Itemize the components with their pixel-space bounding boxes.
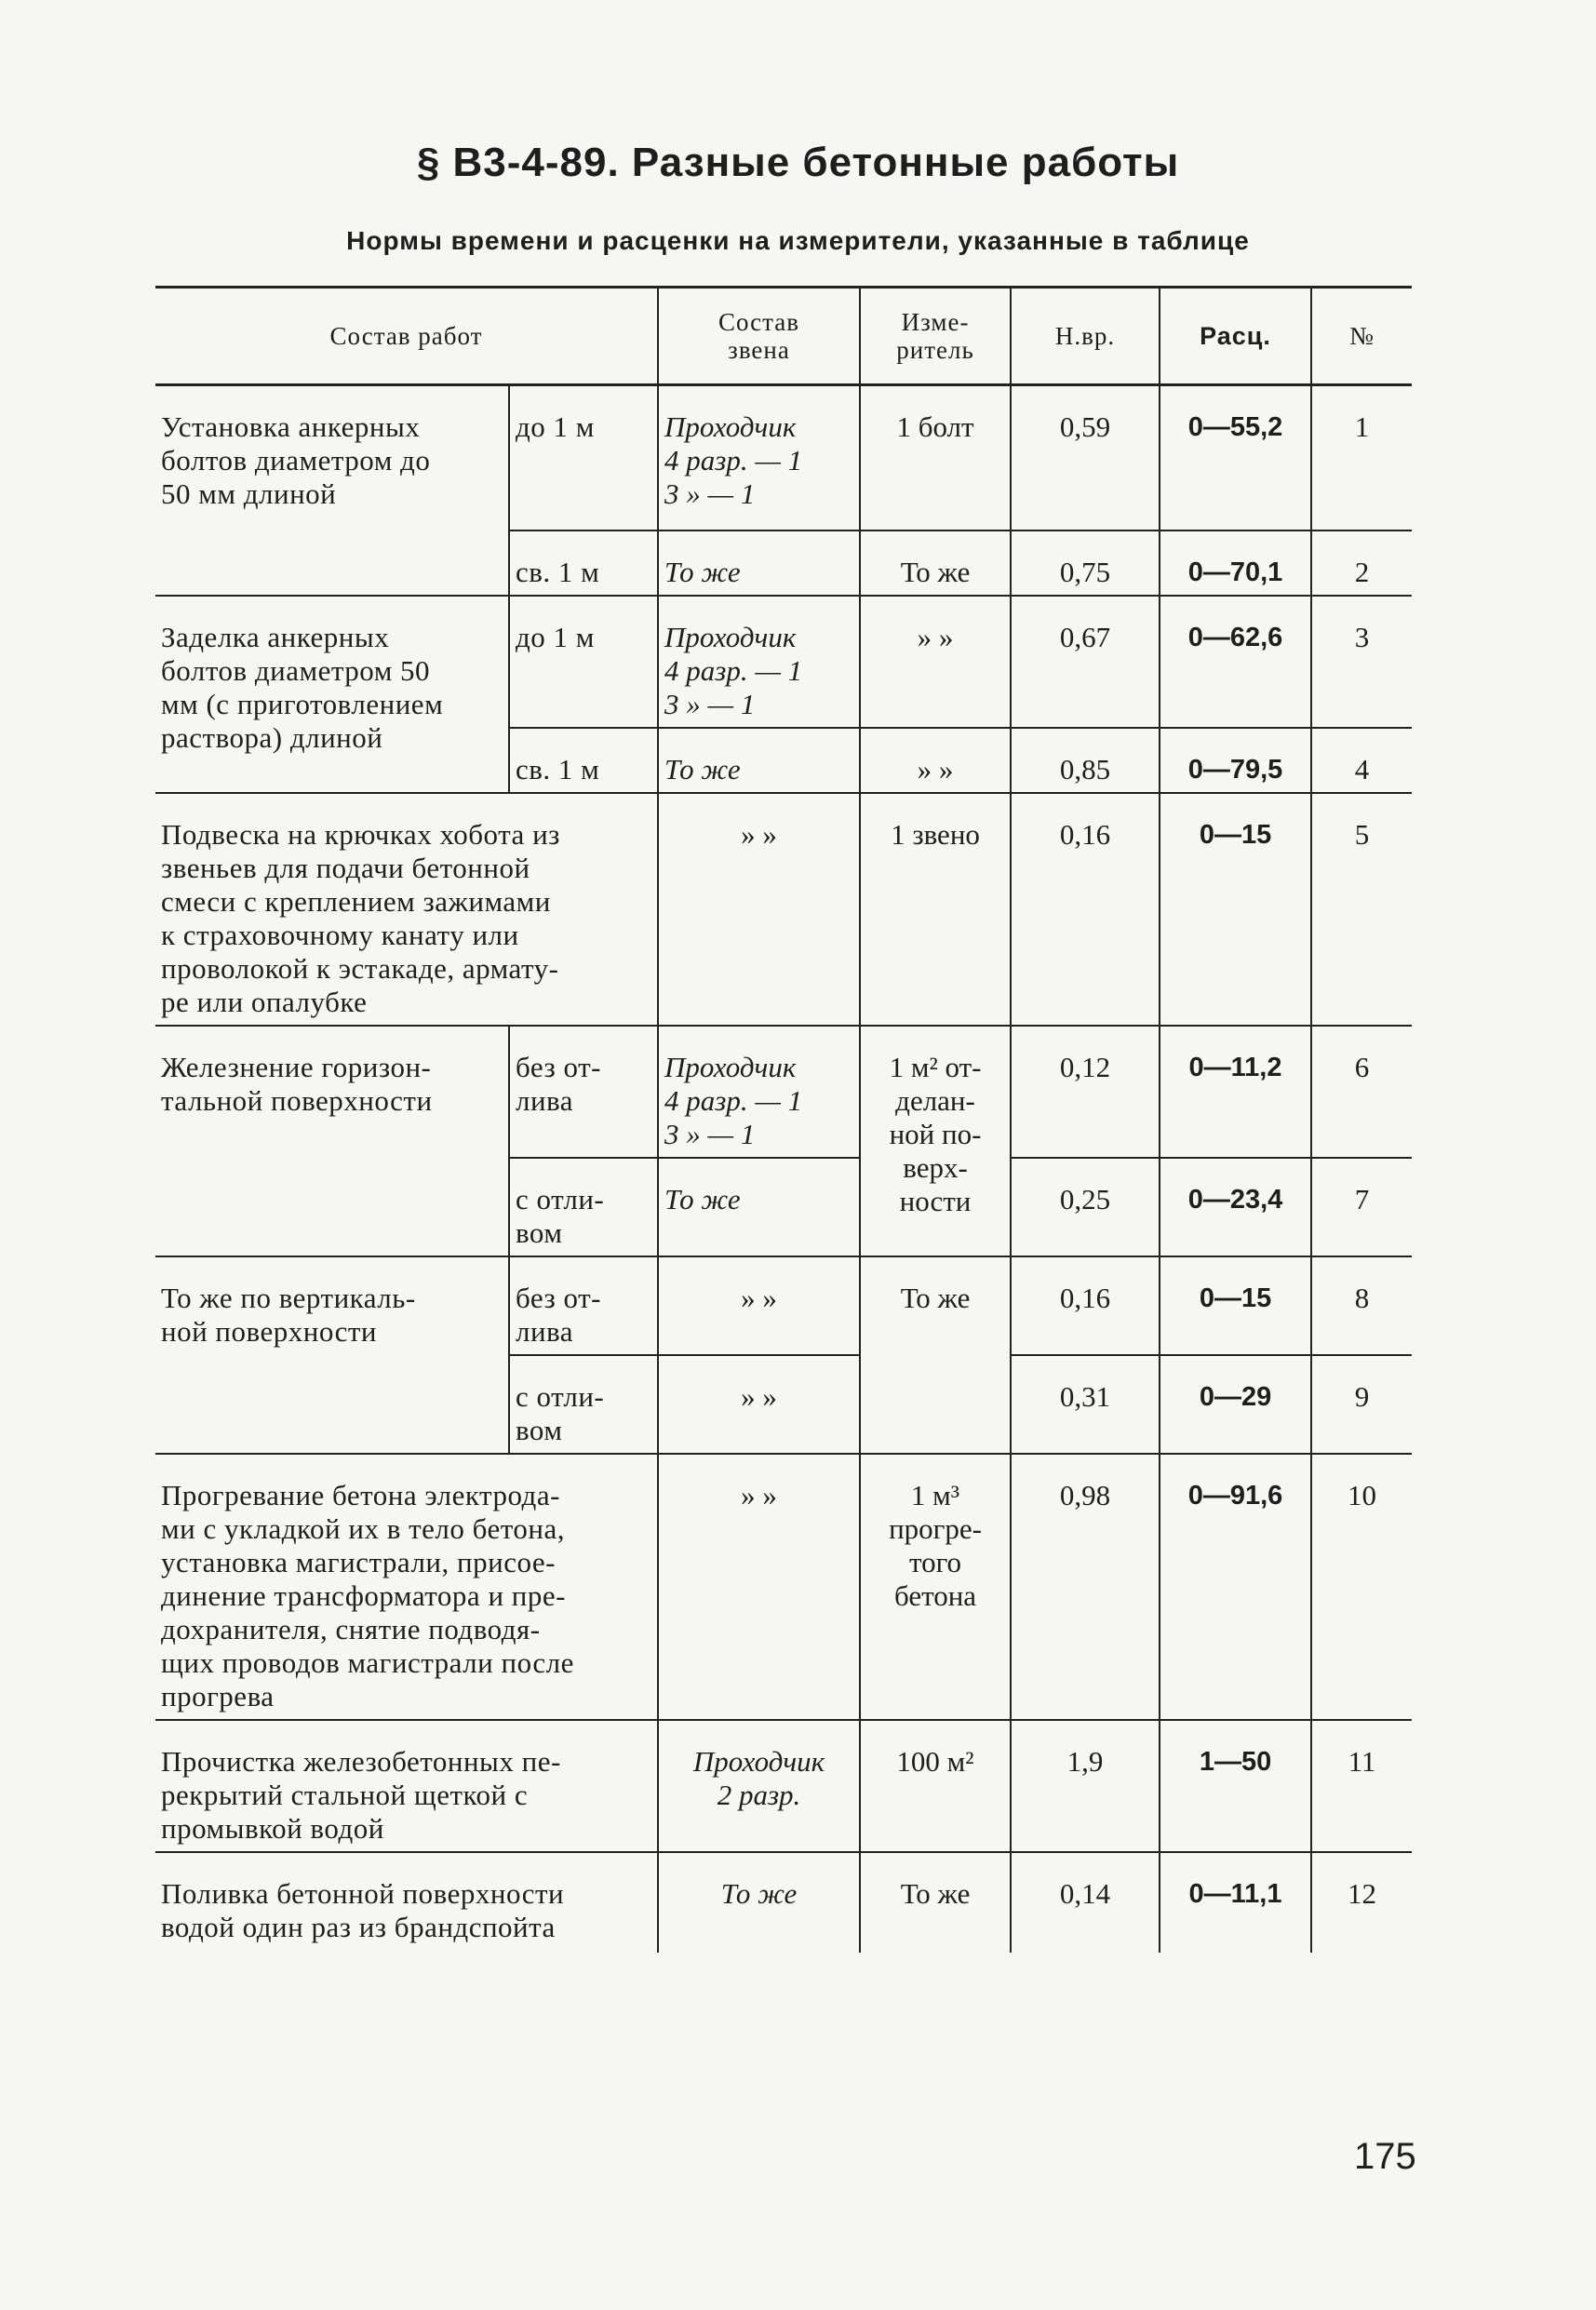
measure-cell: » » [860, 728, 1011, 793]
nvr-cell: 0,12 [1011, 1026, 1160, 1158]
header-measure: Изме- ритель [860, 288, 1011, 385]
num-cell: 6 [1311, 1026, 1412, 1158]
work-description: Подвеска на крючках хобота из звеньев для подачи бетонной смеси с креплением зажимами к страховочному канату или проволокой к эстакаде, армату- ре или опалубке [155, 793, 658, 1026]
rasc-cell: 0—23,4 [1160, 1158, 1311, 1256]
nvr-cell: 0,75 [1011, 530, 1160, 596]
num-cell: 4 [1311, 728, 1412, 793]
table-row [155, 596, 1412, 728]
nvr-cell: 0,25 [1011, 1158, 1160, 1256]
rasc-cell: 0—29 [1160, 1355, 1311, 1454]
work-description: Прочистка железобетонных пе- рекрытий стальной щеткой с промывкой водой [155, 1720, 658, 1852]
section-title: § В3-4-89. Разные бетонные работы [416, 140, 1180, 185]
work-qualifier: без от- лива [509, 1256, 658, 1355]
measure-cell: 100 м² [860, 1720, 1011, 1852]
header-nvr: Н.вр. [1011, 288, 1160, 385]
brigade-cell: Проходчик 4 разр. — 1 3 » — 1 [658, 596, 860, 728]
brigade-cell: Проходчик 4 разр. — 1 3 » — 1 [658, 385, 860, 530]
rasc-cell: 0—91,6 [1160, 1454, 1311, 1720]
nvr-cell: 0,14 [1011, 1852, 1160, 1953]
nvr-cell: 0,16 [1011, 793, 1160, 1026]
table-row [155, 1256, 1412, 1355]
measure-cell: » » [860, 596, 1011, 728]
work-qualifier: с отли- вом [509, 1355, 658, 1454]
rasc-cell: 0—79,5 [1160, 728, 1311, 793]
work-description: Поливка бетонной поверхности водой один раз из брандспойта [155, 1852, 658, 1953]
rasc-cell: 0—11,1 [1160, 1852, 1311, 1953]
rasc-cell: 0—15 [1160, 1256, 1311, 1355]
table-row [155, 793, 1412, 1026]
measure-cell: 1 м³ прогре- того бетона [860, 1454, 1011, 1720]
work-qualifier: св. 1 м [509, 530, 658, 596]
header-brigade: Состав звена [658, 288, 860, 385]
header-work: Состав работ [155, 288, 658, 385]
work-description: Установка анкерных болтов диаметром до 50 мм длиной [155, 385, 509, 596]
measure-cell: 1 м² от- делан- ной по- верх- ности [860, 1026, 1011, 1256]
rasc-cell: 0—55,2 [1160, 385, 1311, 530]
num-cell: 12 [1311, 1852, 1412, 1953]
nvr-cell: 0,59 [1011, 385, 1160, 530]
num-cell: 1 [1311, 385, 1412, 530]
brigade-cell: » » [658, 1454, 860, 1720]
table-subtitle: Нормы времени и расценки на измерители, указанные в таблице [346, 226, 1250, 255]
table-row [155, 385, 1412, 530]
num-cell: 3 [1311, 596, 1412, 728]
num-cell: 7 [1311, 1158, 1412, 1256]
work-description: Заделка анкерных болтов диаметром 50 мм (с приготовлением раствора) длиной [155, 596, 509, 793]
nvr-cell: 0,98 [1011, 1454, 1160, 1720]
brigade-cell: То же [658, 1158, 860, 1256]
rasc-cell: 1—50 [1160, 1720, 1311, 1852]
rasc-cell: 0—11,2 [1160, 1026, 1311, 1158]
brigade-cell: Проходчик 2 разр. [658, 1720, 860, 1852]
brigade-cell: » » [658, 1256, 860, 1355]
num-cell: 9 [1311, 1355, 1412, 1454]
num-cell: 2 [1311, 530, 1412, 596]
nvr-cell: 0,16 [1011, 1256, 1160, 1355]
work-description: То же по вертикаль- ной поверхности [155, 1256, 509, 1454]
work-qualifier: св. 1 м [509, 728, 658, 793]
brigade-cell: То же [658, 530, 860, 596]
nvr-cell: 0,31 [1011, 1355, 1160, 1454]
num-cell: 5 [1311, 793, 1412, 1026]
header-rasc: Расц. [1160, 288, 1311, 385]
nvr-cell: 0,67 [1011, 596, 1160, 728]
rasc-cell: 0—15 [1160, 793, 1311, 1026]
table-header-row [155, 288, 1412, 385]
work-qualifier: до 1 м [509, 385, 658, 530]
brigade-cell: То же [658, 1852, 860, 1953]
header-num: № [1311, 288, 1412, 385]
brigade-cell: » » [658, 793, 860, 1026]
num-cell: 10 [1311, 1454, 1412, 1720]
rasc-cell: 0—62,6 [1160, 596, 1311, 728]
table-row [155, 1852, 1412, 1953]
brigade-cell: » » [658, 1355, 860, 1454]
rasc-cell: 0—70,1 [1160, 530, 1311, 596]
nvr-cell: 1,9 [1011, 1720, 1160, 1852]
work-description: Железнение горизон- тальной поверхности [155, 1026, 509, 1256]
num-cell: 11 [1311, 1720, 1412, 1852]
work-qualifier: без от- лива [509, 1026, 658, 1158]
measure-cell: 1 болт [860, 385, 1011, 530]
page-number: 175 [1354, 2136, 1416, 2177]
table-row [155, 1720, 1412, 1852]
brigade-cell: Проходчик 4 разр. — 1 3 » — 1 [658, 1026, 860, 1158]
table-row [155, 1026, 1412, 1158]
work-description: Прогревание бетона электрода- ми с укладкой их в тело бетона, установка магистрали, присое- динение трансформатора и пре- дохранителя, снятие подводя- щих проводов магистрали после прогрева [155, 1454, 658, 1720]
nvr-cell: 0,85 [1011, 728, 1160, 793]
work-qualifier: до 1 м [509, 596, 658, 728]
table-row [155, 1454, 1412, 1720]
measure-cell: То же [860, 530, 1011, 596]
num-cell: 8 [1311, 1256, 1412, 1355]
measure-cell: То же [860, 1256, 1011, 1454]
brigade-cell: То же [658, 728, 860, 793]
measure-cell: 1 звено [860, 793, 1011, 1026]
norms-table [155, 286, 1412, 1953]
work-qualifier: с отли- вом [509, 1158, 658, 1256]
measure-cell: То же [860, 1852, 1011, 1953]
